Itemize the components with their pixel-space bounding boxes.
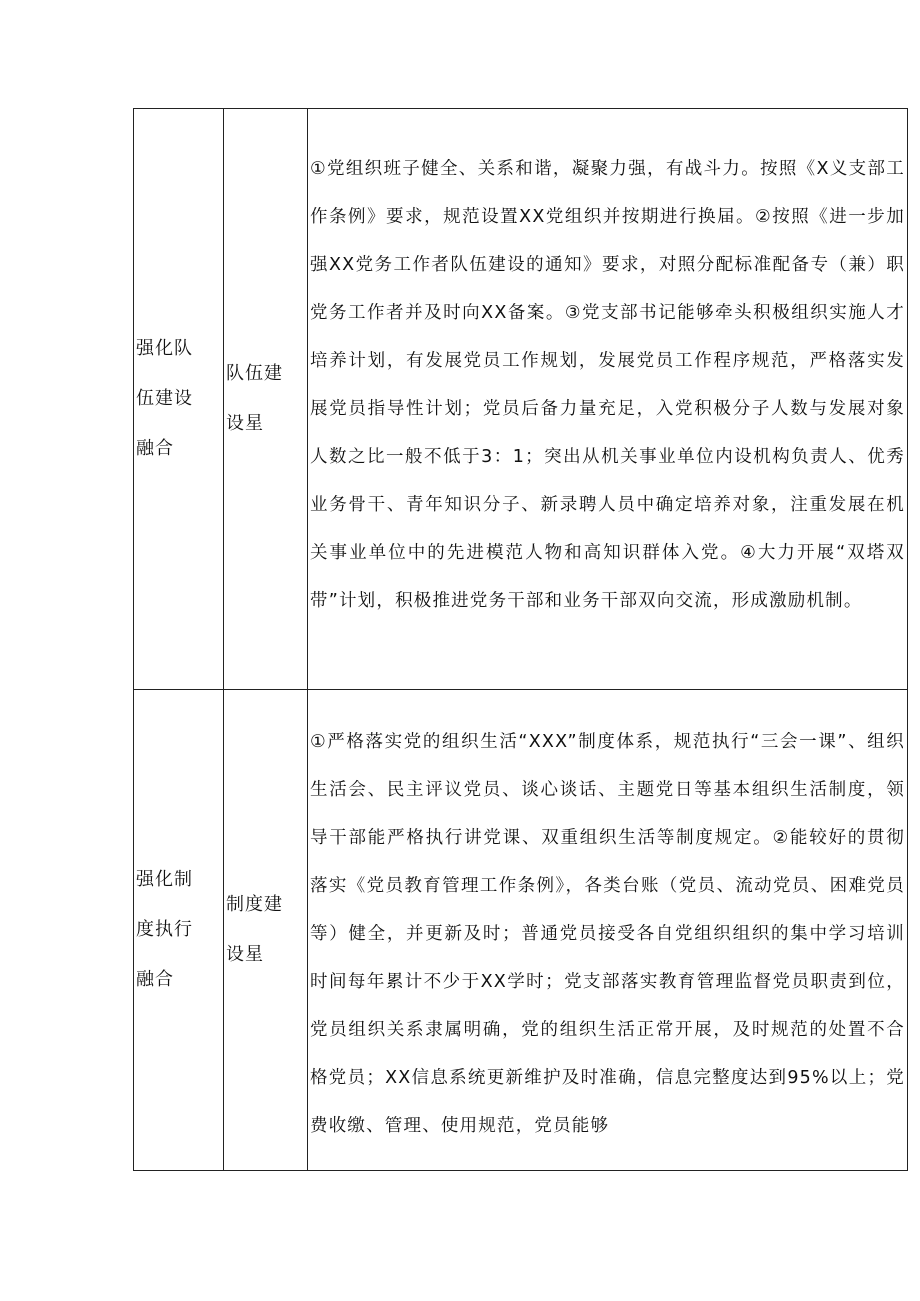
content-cell	[308, 690, 908, 1171]
category-line: 度执行	[136, 919, 193, 940]
category-line: 强化队	[136, 338, 193, 359]
star-cell	[224, 109, 308, 690]
criteria-table	[133, 108, 908, 1171]
star-line: 队伍建	[226, 363, 283, 384]
star-cell	[224, 690, 308, 1171]
content-text: ①严格落实党的组织生活“XXX”制度体系，规范执行“三会一课”、组织生活会、民主评议党员、谈心谈话、主题党日等基本组织生活制度，领导干部能严格执行讲党课、双重组织生活等制度规定。②能较好的贯彻落实《党员教育管理工作条例》，各类台账（党员、流动党员、困难党员等）健全，并更新及时；普通党员接受各自党组织组织的集中学习培训时间每年累计不少于XX学时；党支部落实教育管理监督党员职责到位，党员组织关系隶属明确，党的组织生活正常开展，及时规范的处置不合格党员；XX信息系统更新维护及时准确，信息完整度达到95%以上；党费收缴、管理、使用规范，党员能够	[310, 732, 905, 1136]
category-cell	[134, 690, 224, 1171]
star-line: 设星	[226, 944, 264, 965]
category-line: 融合	[136, 438, 174, 459]
table-row	[134, 109, 908, 690]
content-text: ①党组织班子健全、关系和谐，凝聚力强，有战斗力。按照《X义支部工作条例》要求，规范设置XX党组织并按期进行换届。②按照《进一步加强XX党务工作者队伍建设的通知》要求，对照分配标准配备专（兼）职党务工作者并及时向XX备案。③党支部书记能够牵头积极组织实施人才培养计划，有发展党员工作规划，发展党员工作程序规范，严格落实发展党员指导性计划；党员后备力量充足，入党积极分子人数与发展对象人数之比一般不低于3：1；突出从机关事业单位内设机构负责人、优秀业务骨干、青年知识分子、新录聘人员中确定培养对象，注重发展在机关事业单位中的先进模范人物和高知识群体入党。④大力开展“双塔双带”计划，积极推进党务干部和业务干部双向交流，形成激励机制。	[310, 159, 905, 611]
star-line: 设星	[226, 413, 264, 434]
category-line: 伍建设	[136, 388, 193, 409]
category-line: 融合	[136, 969, 174, 990]
content-cell	[308, 109, 908, 690]
table-row	[134, 690, 908, 1171]
star-line: 制度建	[226, 894, 283, 915]
category-line: 强化制	[136, 869, 193, 890]
category-cell	[134, 109, 224, 690]
